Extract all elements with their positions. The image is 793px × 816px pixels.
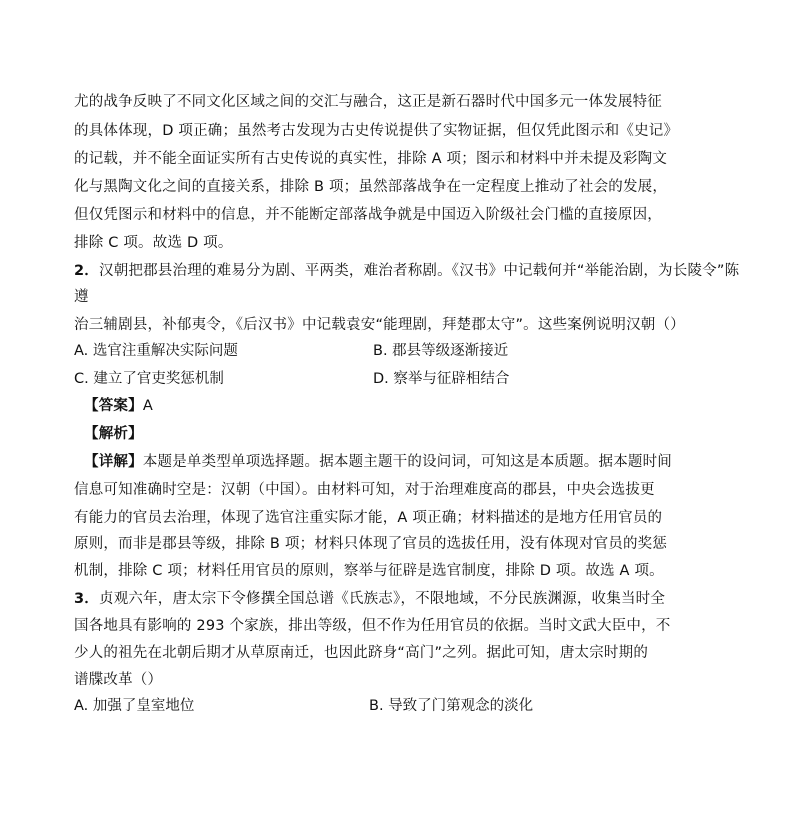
question-2-stem <box>74 261 739 281</box>
question-2-stem-cont: 遵 <box>74 289 89 305</box>
analysis-label: 【解析】 <box>84 426 143 442</box>
analysis-line: 的具体体现，D 项正确；虽然考古发现为古史传说提供了实物证据，但仅凭此图示和《史记》 <box>74 123 679 139</box>
option-d: D. 察举与征辟相结合 <box>373 371 510 387</box>
answer-line <box>84 396 153 416</box>
analysis-line: 但仅凭图示和材料中的信息，并不能断定部落战争就是中国迈入阶级社会门槛的直接原因， <box>74 207 662 223</box>
question-3-stem <box>74 589 665 609</box>
detail-line: 机制，排除 C 项；材料任用官员的原则，察举与征辟是选官制度，排除 D 项。故选 A 项。 <box>74 563 664 579</box>
analysis-line: 化与黑陶文化之间的直接关系，排除 B 项；虽然部落战争在一定程度上推动了社会的发展， <box>74 179 668 195</box>
detail-text: 本题是单类型单项选择题。据本题主题干的设问词，可知这是本质题。据本题时间 <box>142 454 673 470</box>
question-text: 汉朝把郡县治理的难易分为剧、平两类，难治者称剧。《汉书》中记载何并“举能治剧，为长陵令”陈 <box>99 263 740 279</box>
detail-line <box>84 452 672 472</box>
question-2-stem-cont: 治三辅剧县，补郁夷令，《后汉书》中记载袁安“能理剧，拜楚郡太守”。这些案例说明汉朝（） <box>74 317 685 333</box>
option-a: A. 选官注重解决实际问题 <box>74 343 238 359</box>
detail-line: 有能力的官员去治理，体现了选官注重实际才能，A 项正确；材料描述的是地方任用官员的 <box>74 510 663 526</box>
question-number: 3． <box>74 591 99 607</box>
answer-value: A <box>142 398 153 414</box>
option-b: B. 郡县等级逐渐接近 <box>373 343 509 359</box>
question-3-stem-cont: 国各地具有影响的 293 个家族，排出等级，但不作为任用官员的依据。当时文武大臣中，不 <box>74 618 671 634</box>
option-c: C. 建立了官吏奖惩机制 <box>74 371 224 387</box>
analysis-line: 尤的战争反映了不同文化区域之间的交汇与融合，这正是新石器时代中国多元一体发展特征 <box>74 94 662 110</box>
question-text: 贞观六年，唐太宗下令修撰全国总谱《氏族志》，不限地域，不分民族渊源，收集当时全 <box>99 591 666 607</box>
question-number: 2． <box>74 263 99 279</box>
analysis-line: 的记载，并不能全面证实所有古史传说的真实性，排除 A 项；图示和材料中并未提及彩陶文 <box>74 151 668 167</box>
analysis-line: 排除 C 项。故选 D 项。 <box>74 235 233 251</box>
question-3-stem-cont: 谱牒改革（） <box>74 672 163 688</box>
option-b: B. 导致了门第观念的淡化 <box>369 698 534 714</box>
detail-line: 信息可知准确时空是：汉朝（中国）。由材料可知，对于治理难度高的郡县，中央会选拔更 <box>74 482 655 498</box>
answer-label: 【答案】 <box>84 398 143 414</box>
question-3-stem-cont: 少人的祖先在北朝后期才从草原南迁，也因此跻身“高门”之列。据此可知，唐太宗时期的 <box>74 645 649 661</box>
detail-line: 原则，而非是郡县等级，排除 B 项；材料只体现了官员的选拔任用，没有体现对官员的奖惩 <box>74 536 668 552</box>
detail-label: 【详解】 <box>84 454 143 470</box>
option-a: A. 加强了皇室地位 <box>74 698 195 714</box>
